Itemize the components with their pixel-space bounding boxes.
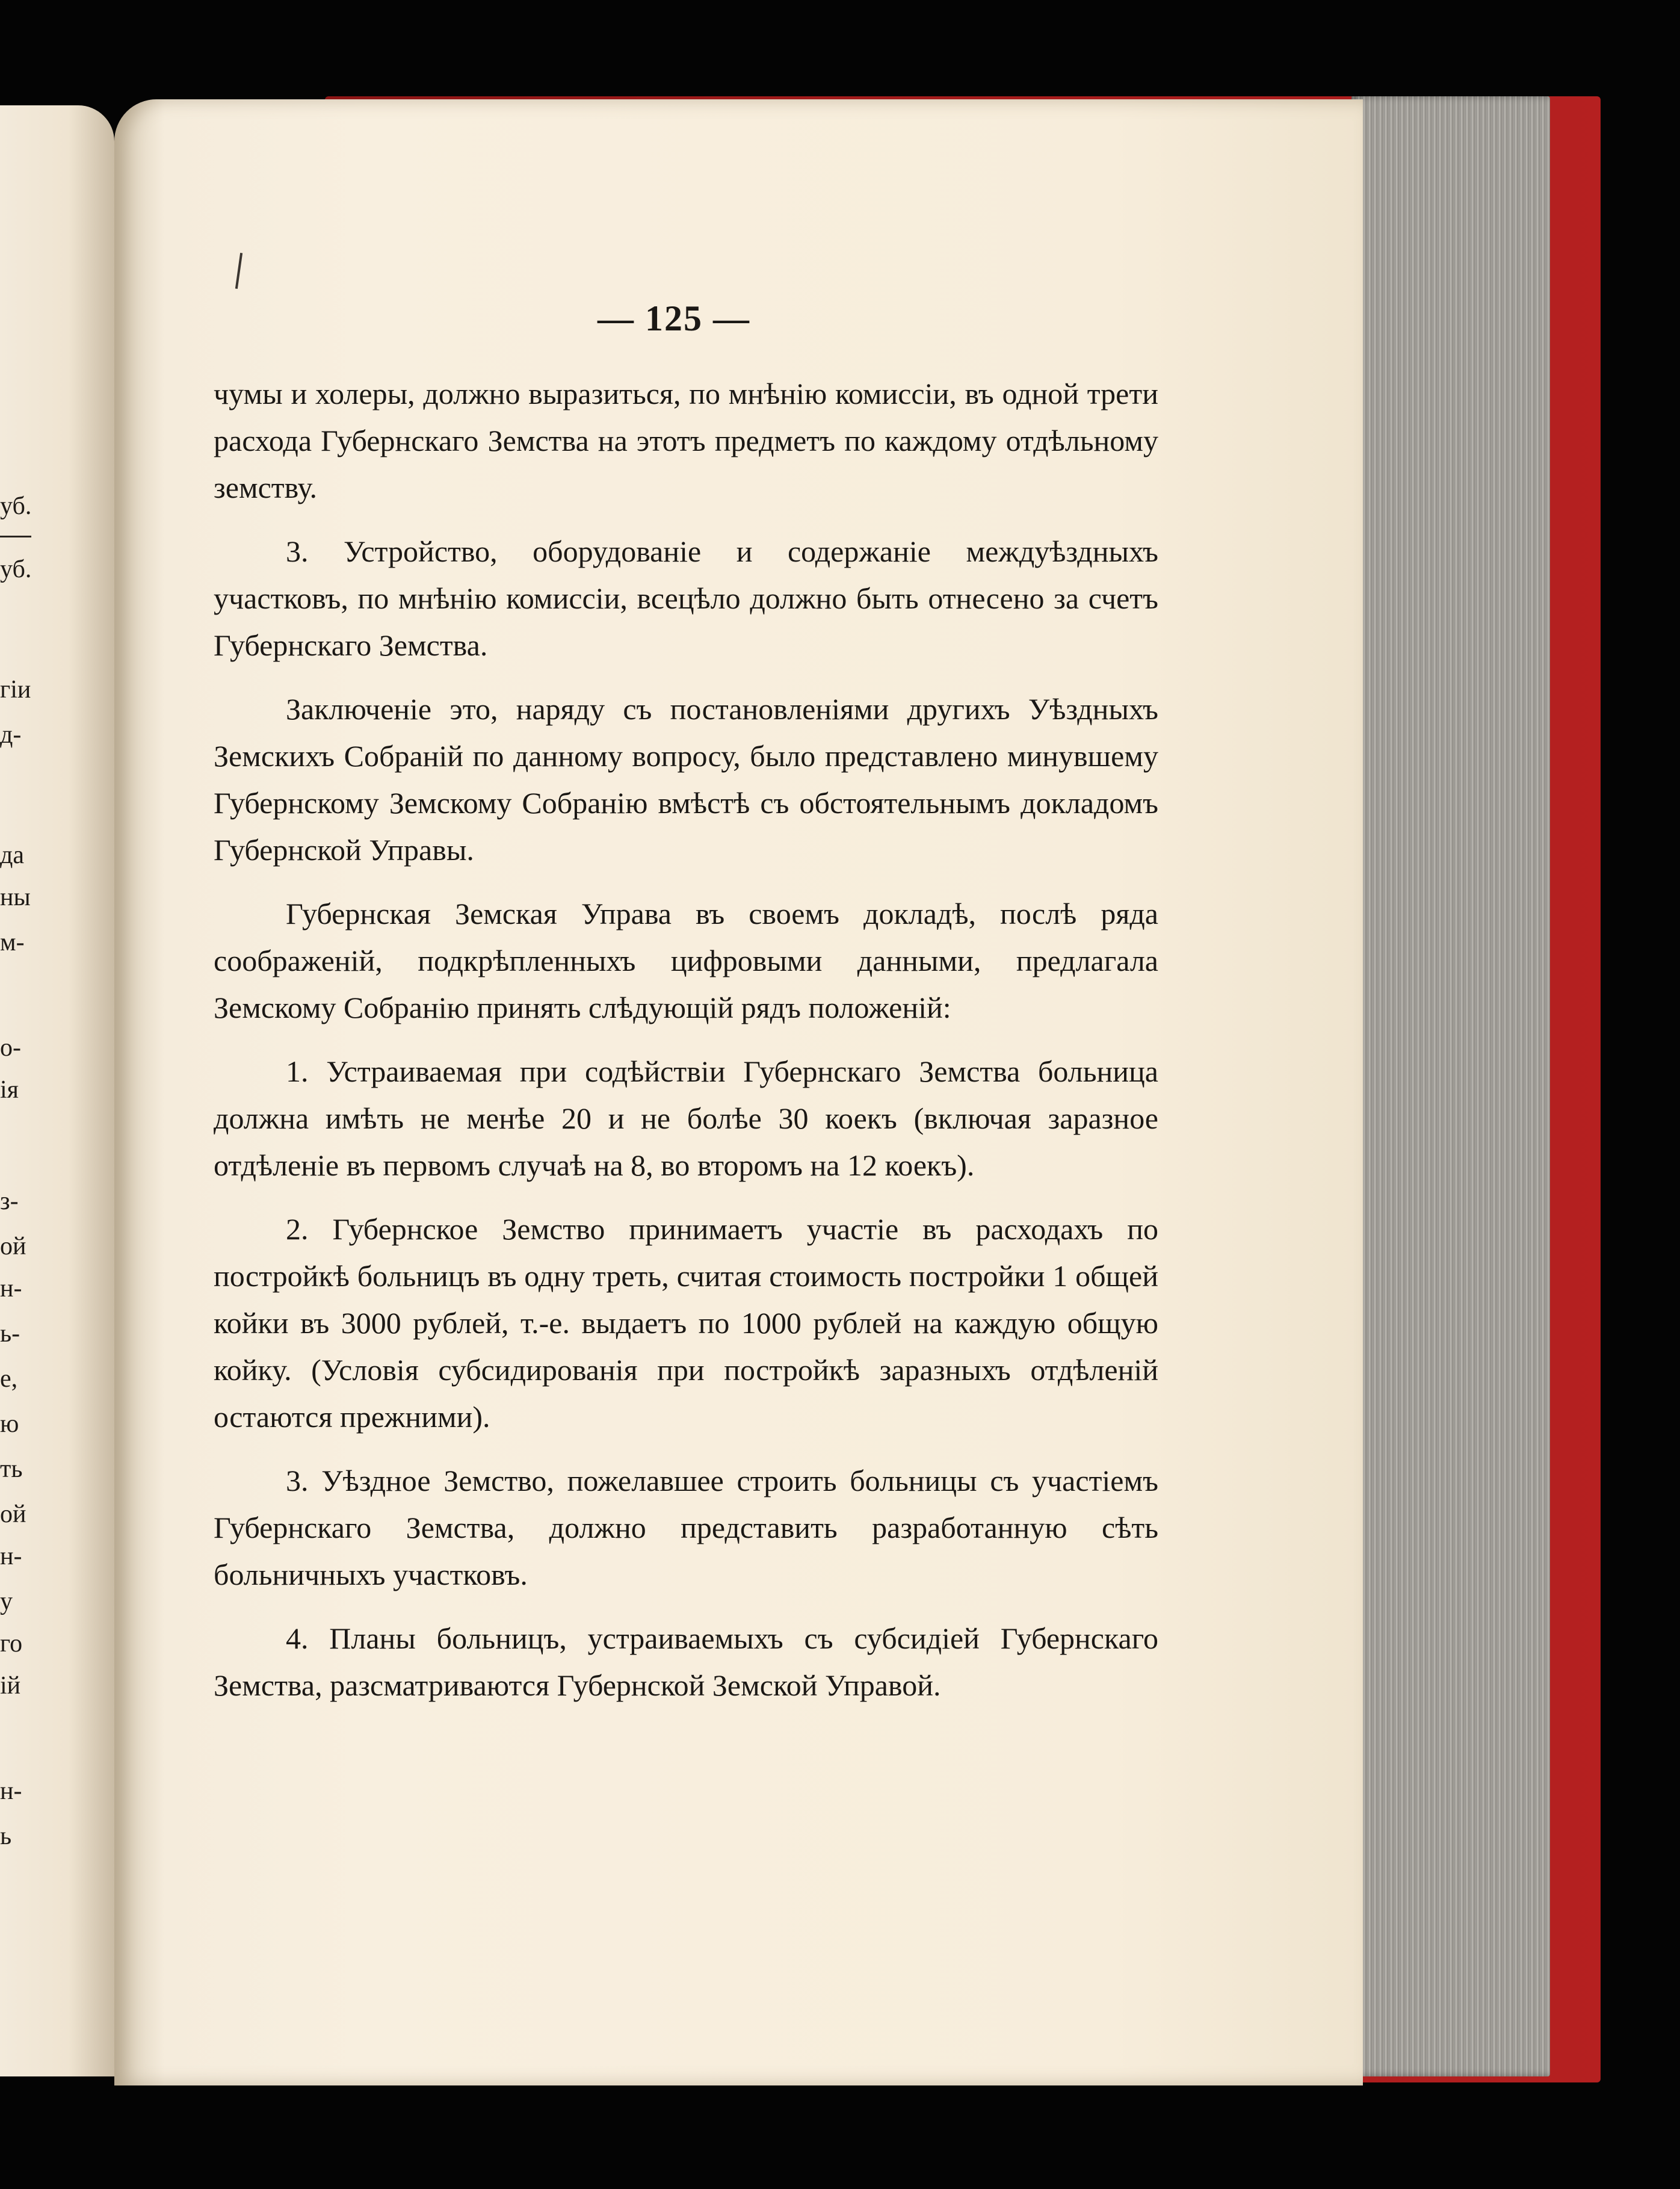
left-page-fragment: н-	[0, 1777, 22, 1805]
page-number: — 125 —	[598, 299, 750, 338]
paragraph-continuation: чумы и холеры, должно выразиться, по мнѣнію комиссіи, въ одной трети расхода Губернскаго Земства на этотъ предметъ по каждому отдѣльному земству.	[214, 377, 1158, 504]
left-page-fragment: ь	[0, 1822, 12, 1850]
left-page-fragment: уб.	[0, 556, 32, 583]
left-page-fragment: н-	[0, 1275, 22, 1302]
paragraph-item-2: 2. Губернское Земство принимаетъ участіе въ расходахъ по постройкѣ больницъ въ одну треть, считая стоимость постройки 1 общей койки въ 3000 рублей, т.-е. выдаетъ по 1000 рублей на каждую общую койку. (Условія субсидированія при постройкѣ заразныхъ отдѣленій остаются прежними).	[214, 1212, 1158, 1434]
left-page-fragment: н-	[0, 1543, 22, 1570]
paragraph-point-3: 3. Устройство, оборудованіе и содержаніе междуѣздныхъ участковъ, по мнѣнію комиссіи, всецѣло должно быть отнесено за счетъ Губернскаго Земства.	[214, 534, 1158, 662]
left-page-fragment: гіи	[0, 676, 31, 704]
left-page-fragment: ть	[0, 1455, 23, 1483]
left-page-fragment: ой	[0, 1500, 26, 1528]
left-page-fragment: го	[0, 1630, 23, 1658]
left-page-rule	[0, 536, 31, 537]
left-page-fragment: м-	[0, 929, 25, 956]
left-page-fragment: ій	[0, 1672, 21, 1700]
body-text	[214, 370, 1158, 1709]
left-page-fragment: д-	[0, 721, 22, 749]
left-page-fragment: ю	[0, 1410, 19, 1438]
page-edges	[1351, 96, 1550, 2076]
left-page-fragment: ны	[0, 884, 31, 911]
paragraph-conclusion: Заключеніе это, наряду съ постановленіями другихъ Уѣздныхъ Земскихъ Собраній по данному вопросу, было представлено минувшему Губернскому Земскому Собранію вмѣстѣ съ обстоятельнымъ докладомъ Губернской Управы.	[214, 692, 1158, 867]
left-page-fragment: ь-	[0, 1320, 20, 1348]
paragraph-item-3: 3. Уѣздное Земство, пожелавшее строить больницы съ участіемъ Губернскаго Земства, должно представить разработанную сѣть больничныхъ участковъ.	[214, 1464, 1158, 1591]
left-page-fragment: е,	[0, 1365, 18, 1393]
left-page-fragment: о-	[0, 1034, 21, 1062]
paragraph-report: Губернская Земская Управа въ своемъ докладѣ, послѣ ряда соображеній, подкрѣпленныхъ цифровыми данными, предлагала Земскому Собранію принять слѣдующій рядъ положеній:	[214, 897, 1158, 1024]
paragraph-item-1: 1. Устраиваемая при содѣйствіи Губернскаго Земства больница должна имѣть не менѣе 20 и не болѣе 30 коекъ (включая заразное отдѣленіе въ первомъ случаѣ на 8, во второмъ на 12 коекъ).	[214, 1054, 1158, 1182]
left-page-fragment: да	[0, 841, 25, 869]
page-mark	[235, 253, 242, 289]
paragraph-item-4: 4. Планы больницъ, устраиваемыхъ съ субсидіей Губернскаго Земства, разсматриваются Губернской Земской Управой.	[214, 1621, 1158, 1702]
left-page-fragment: уб.	[0, 492, 32, 520]
left-page-fragment: ія	[0, 1076, 19, 1104]
left-page-fragment: з-	[0, 1187, 19, 1215]
left-page-fragment: у	[0, 1588, 13, 1615]
left-page-fragment: ой	[0, 1233, 26, 1260]
